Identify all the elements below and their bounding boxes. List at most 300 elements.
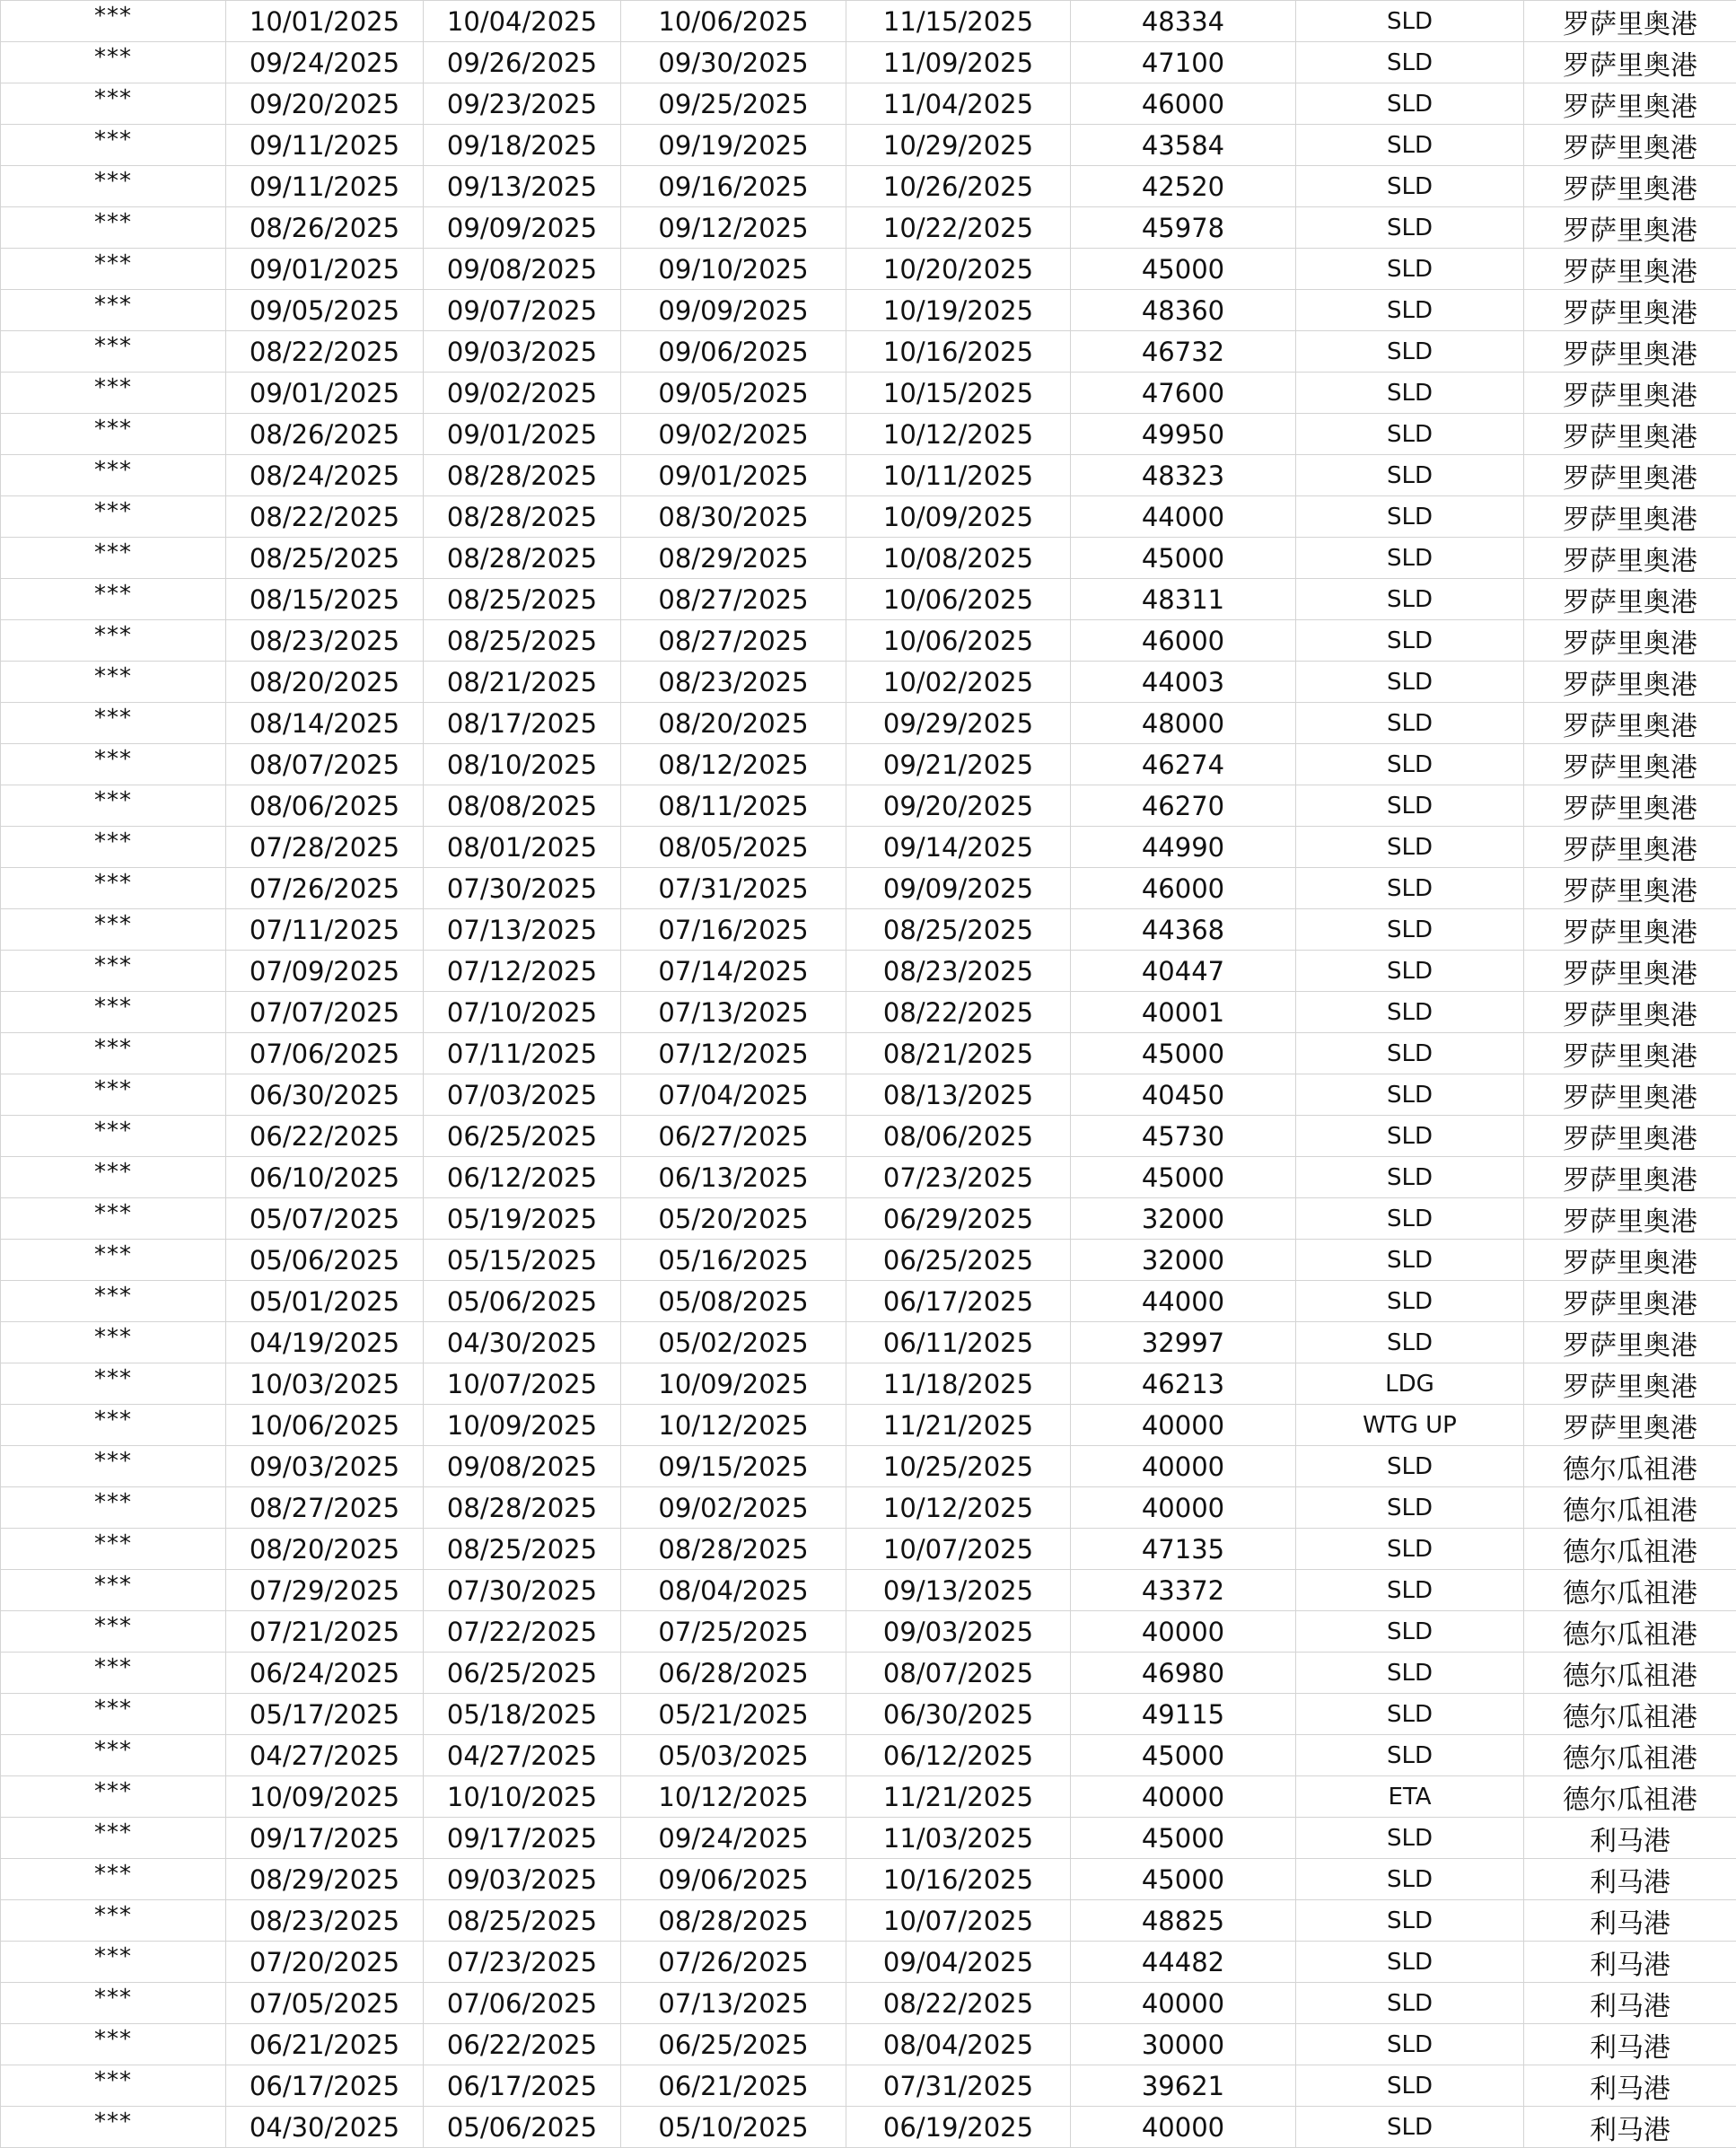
cell-id[interactable]: *** [1,83,226,125]
cell-quantity[interactable]: 48000 [1071,703,1296,744]
cell-status[interactable]: SLD [1296,951,1524,992]
cell-date-1[interactable]: 04/27/2025 [226,1735,424,1776]
cell-date-1[interactable]: 09/05/2025 [226,290,424,331]
cell-port[interactable]: 罗萨里奥港 [1524,125,1736,166]
cell-quantity[interactable]: 47600 [1071,373,1296,414]
cell-date-1[interactable]: 07/20/2025 [226,1942,424,1983]
cell-date-3[interactable]: 08/23/2025 [621,662,846,703]
cell-date-2[interactable]: 05/06/2025 [424,1281,621,1322]
cell-date-3[interactable]: 10/09/2025 [621,1363,846,1405]
cell-date-1[interactable]: 04/30/2025 [226,2107,424,2148]
cell-status[interactable]: SLD [1296,579,1524,620]
cell-date-4[interactable]: 10/07/2025 [846,1900,1071,1942]
cell-date-3[interactable]: 06/21/2025 [621,2065,846,2107]
cell-id[interactable]: *** [1,42,226,83]
cell-date-4[interactable]: 10/16/2025 [846,1859,1071,1900]
cell-date-2[interactable]: 08/28/2025 [424,1487,621,1529]
cell-status[interactable]: SLD [1296,1198,1524,1240]
cell-quantity[interactable]: 46274 [1071,744,1296,785]
cell-id[interactable]: *** [1,785,226,827]
cell-status[interactable]: SLD [1296,1570,1524,1611]
cell-quantity[interactable]: 45978 [1071,207,1296,249]
cell-date-4[interactable]: 08/06/2025 [846,1116,1071,1157]
cell-date-1[interactable]: 05/17/2025 [226,1694,424,1735]
cell-quantity[interactable]: 42520 [1071,166,1296,207]
cell-id[interactable]: *** [1,1818,226,1859]
cell-date-2[interactable]: 09/08/2025 [424,249,621,290]
cell-id[interactable]: *** [1,1900,226,1942]
cell-date-2[interactable]: 06/22/2025 [424,2024,621,2065]
cell-date-2[interactable]: 08/25/2025 [424,579,621,620]
cell-date-2[interactable]: 07/13/2025 [424,909,621,951]
cell-date-1[interactable]: 08/14/2025 [226,703,424,744]
cell-date-3[interactable]: 10/06/2025 [621,1,846,42]
cell-date-2[interactable]: 08/28/2025 [424,455,621,496]
cell-date-4[interactable]: 10/06/2025 [846,620,1071,662]
cell-date-1[interactable]: 06/22/2025 [226,1116,424,1157]
cell-date-2[interactable]: 04/30/2025 [424,1322,621,1363]
cell-status[interactable]: SLD [1296,1033,1524,1074]
cell-date-3[interactable]: 08/28/2025 [621,1900,846,1942]
cell-date-2[interactable]: 08/10/2025 [424,744,621,785]
cell-date-3[interactable]: 09/05/2025 [621,373,846,414]
cell-id[interactable]: *** [1,703,226,744]
cell-status[interactable]: SLD [1296,1487,1524,1529]
cell-id[interactable]: *** [1,1198,226,1240]
cell-date-2[interactable]: 07/12/2025 [424,951,621,992]
cell-id[interactable]: *** [1,1529,226,1570]
cell-status[interactable]: SLD [1296,620,1524,662]
cell-status[interactable]: SLD [1296,125,1524,166]
cell-date-3[interactable]: 09/30/2025 [621,42,846,83]
cell-date-1[interactable]: 08/23/2025 [226,1900,424,1942]
cell-date-2[interactable]: 06/12/2025 [424,1157,621,1198]
cell-date-4[interactable]: 10/02/2025 [846,662,1071,703]
cell-port[interactable]: 罗萨里奥港 [1524,1,1736,42]
cell-date-3[interactable]: 09/02/2025 [621,414,846,455]
cell-id[interactable]: *** [1,1446,226,1487]
cell-port[interactable]: 罗萨里奥港 [1524,579,1736,620]
cell-port[interactable]: 罗萨里奥港 [1524,249,1736,290]
cell-date-4[interactable]: 07/31/2025 [846,2065,1071,2107]
cell-date-4[interactable]: 08/07/2025 [846,1653,1071,1694]
cell-date-3[interactable]: 06/25/2025 [621,2024,846,2065]
cell-status[interactable]: WTG UP [1296,1405,1524,1446]
cell-status[interactable]: SLD [1296,1322,1524,1363]
cell-id[interactable]: *** [1,1240,226,1281]
cell-date-4[interactable]: 09/13/2025 [846,1570,1071,1611]
cell-port[interactable]: 罗萨里奥港 [1524,290,1736,331]
cell-quantity[interactable]: 40000 [1071,1487,1296,1529]
cell-date-1[interactable]: 09/24/2025 [226,42,424,83]
cell-date-4[interactable]: 11/18/2025 [846,1363,1071,1405]
cell-id[interactable]: *** [1,1859,226,1900]
cell-date-3[interactable]: 07/13/2025 [621,992,846,1033]
cell-date-4[interactable]: 08/23/2025 [846,951,1071,992]
cell-status[interactable]: LDG [1296,1363,1524,1405]
cell-date-1[interactable]: 07/21/2025 [226,1611,424,1653]
cell-date-2[interactable]: 07/30/2025 [424,868,621,909]
cell-date-4[interactable]: 08/21/2025 [846,1033,1071,1074]
cell-date-3[interactable]: 09/10/2025 [621,249,846,290]
cell-quantity[interactable]: 48334 [1071,1,1296,42]
cell-date-3[interactable]: 09/15/2025 [621,1446,846,1487]
cell-date-2[interactable]: 10/10/2025 [424,1776,621,1818]
cell-date-1[interactable]: 10/09/2025 [226,1776,424,1818]
cell-quantity[interactable]: 43584 [1071,125,1296,166]
cell-date-4[interactable]: 10/22/2025 [846,207,1071,249]
cell-port[interactable]: 德尔瓜祖港 [1524,1735,1736,1776]
cell-date-1[interactable]: 04/19/2025 [226,1322,424,1363]
cell-status[interactable]: SLD [1296,2107,1524,2148]
cell-date-1[interactable]: 10/03/2025 [226,1363,424,1405]
cell-quantity[interactable]: 39621 [1071,2065,1296,2107]
cell-status[interactable]: SLD [1296,992,1524,1033]
cell-port[interactable]: 罗萨里奥港 [1524,1281,1736,1322]
cell-quantity[interactable]: 46732 [1071,331,1296,373]
cell-date-3[interactable]: 10/12/2025 [621,1405,846,1446]
cell-quantity[interactable]: 44000 [1071,1281,1296,1322]
cell-date-4[interactable]: 11/21/2025 [846,1405,1071,1446]
cell-port[interactable]: 德尔瓜祖港 [1524,1611,1736,1653]
cell-date-1[interactable]: 08/26/2025 [226,414,424,455]
cell-date-3[interactable]: 05/16/2025 [621,1240,846,1281]
cell-date-4[interactable]: 09/29/2025 [846,703,1071,744]
cell-quantity[interactable]: 32000 [1071,1198,1296,1240]
cell-date-1[interactable]: 09/20/2025 [226,83,424,125]
cell-port[interactable]: 罗萨里奥港 [1524,1033,1736,1074]
cell-date-2[interactable]: 09/26/2025 [424,42,621,83]
cell-id[interactable]: *** [1,1322,226,1363]
cell-status[interactable]: SLD [1296,207,1524,249]
cell-date-1[interactable]: 06/17/2025 [226,2065,424,2107]
cell-id[interactable]: *** [1,2107,226,2148]
cell-id[interactable]: *** [1,455,226,496]
cell-quantity[interactable]: 48323 [1071,455,1296,496]
cell-date-4[interactable]: 11/15/2025 [846,1,1071,42]
cell-date-2[interactable]: 10/04/2025 [424,1,621,42]
cell-date-2[interactable]: 07/03/2025 [424,1074,621,1116]
cell-date-2[interactable]: 09/09/2025 [424,207,621,249]
cell-date-4[interactable]: 10/11/2025 [846,455,1071,496]
cell-status[interactable]: SLD [1296,1818,1524,1859]
cell-status[interactable]: SLD [1296,1157,1524,1198]
cell-port[interactable]: 利马港 [1524,2024,1736,2065]
cell-port[interactable]: 德尔瓜祖港 [1524,1529,1736,1570]
cell-date-4[interactable]: 06/29/2025 [846,1198,1071,1240]
cell-date-3[interactable]: 08/27/2025 [621,579,846,620]
cell-date-1[interactable]: 09/01/2025 [226,249,424,290]
cell-id[interactable]: *** [1,579,226,620]
cell-date-2[interactable]: 09/03/2025 [424,1859,621,1900]
cell-date-3[interactable]: 08/12/2025 [621,744,846,785]
cell-date-1[interactable]: 05/06/2025 [226,1240,424,1281]
cell-quantity[interactable]: 46000 [1071,83,1296,125]
cell-date-3[interactable]: 07/12/2025 [621,1033,846,1074]
cell-port[interactable]: 罗萨里奥港 [1524,827,1736,868]
cell-status[interactable]: SLD [1296,331,1524,373]
cell-date-3[interactable]: 06/28/2025 [621,1653,846,1694]
cell-date-2[interactable]: 09/18/2025 [424,125,621,166]
cell-port[interactable]: 利马港 [1524,1983,1736,2024]
cell-id[interactable]: *** [1,1363,226,1405]
cell-port[interactable]: 德尔瓜祖港 [1524,1653,1736,1694]
cell-quantity[interactable]: 44482 [1071,1942,1296,1983]
cell-status[interactable]: SLD [1296,414,1524,455]
cell-date-1[interactable]: 07/06/2025 [226,1033,424,1074]
cell-quantity[interactable]: 45000 [1071,1818,1296,1859]
cell-date-1[interactable]: 07/11/2025 [226,909,424,951]
cell-port[interactable]: 罗萨里奥港 [1524,1074,1736,1116]
cell-port[interactable]: 罗萨里奥港 [1524,331,1736,373]
cell-port[interactable]: 罗萨里奥港 [1524,1198,1736,1240]
cell-port[interactable]: 罗萨里奥港 [1524,1157,1736,1198]
cell-date-3[interactable]: 08/30/2025 [621,496,846,538]
cell-id[interactable]: *** [1,1983,226,2024]
cell-status[interactable]: SLD [1296,662,1524,703]
cell-port[interactable]: 罗萨里奥港 [1524,620,1736,662]
cell-quantity[interactable]: 40000 [1071,2107,1296,2148]
cell-id[interactable]: *** [1,125,226,166]
cell-quantity[interactable]: 46980 [1071,1653,1296,1694]
cell-quantity[interactable]: 32997 [1071,1322,1296,1363]
cell-status[interactable]: SLD [1296,42,1524,83]
cell-date-2[interactable]: 07/06/2025 [424,1983,621,2024]
cell-date-3[interactable]: 07/04/2025 [621,1074,846,1116]
cell-date-4[interactable]: 10/26/2025 [846,166,1071,207]
cell-date-2[interactable]: 05/15/2025 [424,1240,621,1281]
cell-status[interactable]: SLD [1296,373,1524,414]
cell-id[interactable]: *** [1,1735,226,1776]
cell-date-4[interactable]: 10/29/2025 [846,125,1071,166]
cell-quantity[interactable]: 40447 [1071,951,1296,992]
cell-date-1[interactable]: 07/28/2025 [226,827,424,868]
cell-id[interactable]: *** [1,909,226,951]
cell-id[interactable]: *** [1,1116,226,1157]
cell-date-4[interactable]: 08/22/2025 [846,1983,1071,2024]
cell-date-1[interactable]: 06/30/2025 [226,1074,424,1116]
cell-status[interactable]: SLD [1296,744,1524,785]
cell-date-3[interactable]: 05/02/2025 [621,1322,846,1363]
cell-port[interactable]: 罗萨里奥港 [1524,166,1736,207]
cell-port[interactable]: 罗萨里奥港 [1524,1405,1736,1446]
cell-id[interactable]: *** [1,166,226,207]
cell-date-1[interactable]: 07/29/2025 [226,1570,424,1611]
cell-id[interactable]: *** [1,2024,226,2065]
cell-status[interactable]: SLD [1296,1735,1524,1776]
cell-date-2[interactable]: 07/10/2025 [424,992,621,1033]
cell-date-4[interactable]: 09/03/2025 [846,1611,1071,1653]
cell-date-3[interactable]: 09/06/2025 [621,331,846,373]
cell-quantity[interactable]: 47100 [1071,42,1296,83]
cell-status[interactable]: SLD [1296,1529,1524,1570]
cell-date-1[interactable]: 08/22/2025 [226,496,424,538]
cell-port[interactable]: 利马港 [1524,1818,1736,1859]
cell-status[interactable]: SLD [1296,1942,1524,1983]
cell-status[interactable]: SLD [1296,1611,1524,1653]
cell-status[interactable]: SLD [1296,455,1524,496]
cell-date-4[interactable]: 10/20/2025 [846,249,1071,290]
cell-quantity[interactable]: 46213 [1071,1363,1296,1405]
cell-quantity[interactable]: 45000 [1071,538,1296,579]
cell-id[interactable]: *** [1,1694,226,1735]
cell-date-3[interactable]: 06/27/2025 [621,1116,846,1157]
cell-date-3[interactable]: 07/13/2025 [621,1983,846,2024]
cell-port[interactable]: 德尔瓜祖港 [1524,1487,1736,1529]
cell-id[interactable]: *** [1,249,226,290]
cell-date-1[interactable]: 05/07/2025 [226,1198,424,1240]
cell-status[interactable]: SLD [1296,538,1524,579]
cell-date-3[interactable]: 05/20/2025 [621,1198,846,1240]
cell-date-4[interactable]: 10/08/2025 [846,538,1071,579]
cell-id[interactable]: *** [1,662,226,703]
cell-id[interactable]: *** [1,1570,226,1611]
cell-date-3[interactable]: 09/06/2025 [621,1859,846,1900]
cell-port[interactable]: 罗萨里奥港 [1524,662,1736,703]
cell-date-2[interactable]: 08/28/2025 [424,538,621,579]
cell-date-1[interactable]: 07/26/2025 [226,868,424,909]
cell-date-2[interactable]: 08/25/2025 [424,620,621,662]
cell-date-1[interactable]: 06/24/2025 [226,1653,424,1694]
cell-date-2[interactable]: 06/25/2025 [424,1116,621,1157]
cell-date-3[interactable]: 05/10/2025 [621,2107,846,2148]
cell-date-4[interactable]: 11/03/2025 [846,1818,1071,1859]
cell-id[interactable]: *** [1,290,226,331]
cell-date-1[interactable]: 09/11/2025 [226,166,424,207]
cell-quantity[interactable]: 40000 [1071,1611,1296,1653]
cell-date-2[interactable]: 08/17/2025 [424,703,621,744]
cell-date-2[interactable]: 08/08/2025 [424,785,621,827]
cell-port[interactable]: 罗萨里奥港 [1524,1363,1736,1405]
cell-date-2[interactable]: 07/23/2025 [424,1942,621,1983]
cell-date-3[interactable]: 08/29/2025 [621,538,846,579]
cell-date-4[interactable]: 07/23/2025 [846,1157,1071,1198]
cell-quantity[interactable]: 45000 [1071,1157,1296,1198]
cell-date-2[interactable]: 07/11/2025 [424,1033,621,1074]
cell-date-4[interactable]: 09/14/2025 [846,827,1071,868]
cell-id[interactable]: *** [1,414,226,455]
cell-id[interactable]: *** [1,373,226,414]
cell-date-4[interactable]: 10/15/2025 [846,373,1071,414]
cell-date-1[interactable]: 09/17/2025 [226,1818,424,1859]
cell-date-3[interactable]: 07/16/2025 [621,909,846,951]
cell-date-3[interactable]: 10/12/2025 [621,1776,846,1818]
cell-port[interactable]: 罗萨里奥港 [1524,744,1736,785]
cell-date-4[interactable]: 10/09/2025 [846,496,1071,538]
cell-date-1[interactable]: 06/10/2025 [226,1157,424,1198]
cell-quantity[interactable]: 45730 [1071,1116,1296,1157]
cell-date-3[interactable]: 05/03/2025 [621,1735,846,1776]
cell-port[interactable]: 罗萨里奥港 [1524,703,1736,744]
cell-date-2[interactable]: 09/17/2025 [424,1818,621,1859]
cell-date-3[interactable]: 07/14/2025 [621,951,846,992]
cell-date-3[interactable]: 08/28/2025 [621,1529,846,1570]
cell-date-4[interactable]: 10/25/2025 [846,1446,1071,1487]
cell-date-1[interactable]: 08/23/2025 [226,620,424,662]
cell-id[interactable]: *** [1,1074,226,1116]
cell-date-4[interactable]: 10/16/2025 [846,331,1071,373]
cell-date-2[interactable]: 10/09/2025 [424,1405,621,1446]
cell-date-4[interactable]: 06/17/2025 [846,1281,1071,1322]
cell-quantity[interactable]: 48311 [1071,579,1296,620]
cell-id[interactable]: *** [1,1405,226,1446]
cell-date-1[interactable]: 09/11/2025 [226,125,424,166]
cell-date-4[interactable]: 10/07/2025 [846,1529,1071,1570]
cell-date-4[interactable]: 11/09/2025 [846,42,1071,83]
cell-date-2[interactable]: 09/03/2025 [424,331,621,373]
cell-id[interactable]: *** [1,1,226,42]
cell-port[interactable]: 德尔瓜祖港 [1524,1776,1736,1818]
cell-date-4[interactable]: 06/12/2025 [846,1735,1071,1776]
cell-id[interactable]: *** [1,496,226,538]
cell-date-4[interactable]: 06/30/2025 [846,1694,1071,1735]
cell-quantity[interactable]: 40000 [1071,1405,1296,1446]
cell-date-2[interactable]: 08/25/2025 [424,1529,621,1570]
cell-quantity[interactable]: 44003 [1071,662,1296,703]
cell-quantity[interactable]: 45000 [1071,1033,1296,1074]
cell-date-3[interactable]: 08/04/2025 [621,1570,846,1611]
cell-date-1[interactable]: 06/21/2025 [226,2024,424,2065]
cell-date-1[interactable]: 08/26/2025 [226,207,424,249]
cell-date-3[interactable]: 06/13/2025 [621,1157,846,1198]
cell-port[interactable]: 罗萨里奥港 [1524,1240,1736,1281]
cell-status[interactable]: SLD [1296,2024,1524,2065]
cell-port[interactable]: 利马港 [1524,1942,1736,1983]
cell-status[interactable]: SLD [1296,290,1524,331]
cell-date-1[interactable]: 08/25/2025 [226,538,424,579]
cell-quantity[interactable]: 45000 [1071,249,1296,290]
cell-port[interactable]: 罗萨里奥港 [1524,83,1736,125]
cell-date-4[interactable]: 10/19/2025 [846,290,1071,331]
cell-date-4[interactable]: 08/25/2025 [846,909,1071,951]
cell-port[interactable]: 罗萨里奥港 [1524,496,1736,538]
cell-date-1[interactable]: 08/22/2025 [226,331,424,373]
cell-port[interactable]: 罗萨里奥港 [1524,207,1736,249]
cell-date-4[interactable]: 09/20/2025 [846,785,1071,827]
cell-id[interactable]: *** [1,744,226,785]
cell-date-4[interactable]: 08/04/2025 [846,2024,1071,2065]
cell-id[interactable]: *** [1,1942,226,1983]
cell-date-3[interactable]: 07/26/2025 [621,1942,846,1983]
cell-date-3[interactable]: 08/20/2025 [621,703,846,744]
cell-status[interactable]: SLD [1296,1446,1524,1487]
cell-quantity[interactable]: 40450 [1071,1074,1296,1116]
cell-id[interactable]: *** [1,868,226,909]
cell-date-1[interactable]: 08/15/2025 [226,579,424,620]
cell-port[interactable]: 罗萨里奥港 [1524,1116,1736,1157]
cell-quantity[interactable]: 32000 [1071,1240,1296,1281]
cell-id[interactable]: *** [1,331,226,373]
cell-id[interactable]: *** [1,1776,226,1818]
cell-date-2[interactable]: 08/28/2025 [424,496,621,538]
cell-port[interactable]: 利马港 [1524,1900,1736,1942]
cell-date-3[interactable]: 09/12/2025 [621,207,846,249]
cell-date-1[interactable]: 08/29/2025 [226,1859,424,1900]
cell-date-4[interactable]: 11/04/2025 [846,83,1071,125]
cell-status[interactable]: SLD [1296,1116,1524,1157]
cell-quantity[interactable]: 40001 [1071,992,1296,1033]
cell-date-1[interactable]: 08/07/2025 [226,744,424,785]
cell-status[interactable]: SLD [1296,868,1524,909]
cell-date-3[interactable]: 09/16/2025 [621,166,846,207]
cell-status[interactable]: SLD [1296,1653,1524,1694]
cell-date-2[interactable]: 07/22/2025 [424,1611,621,1653]
cell-date-4[interactable]: 10/06/2025 [846,579,1071,620]
cell-port[interactable]: 罗萨里奥港 [1524,1322,1736,1363]
cell-id[interactable]: *** [1,1611,226,1653]
cell-status[interactable]: SLD [1296,1900,1524,1942]
cell-port[interactable]: 罗萨里奥港 [1524,785,1736,827]
